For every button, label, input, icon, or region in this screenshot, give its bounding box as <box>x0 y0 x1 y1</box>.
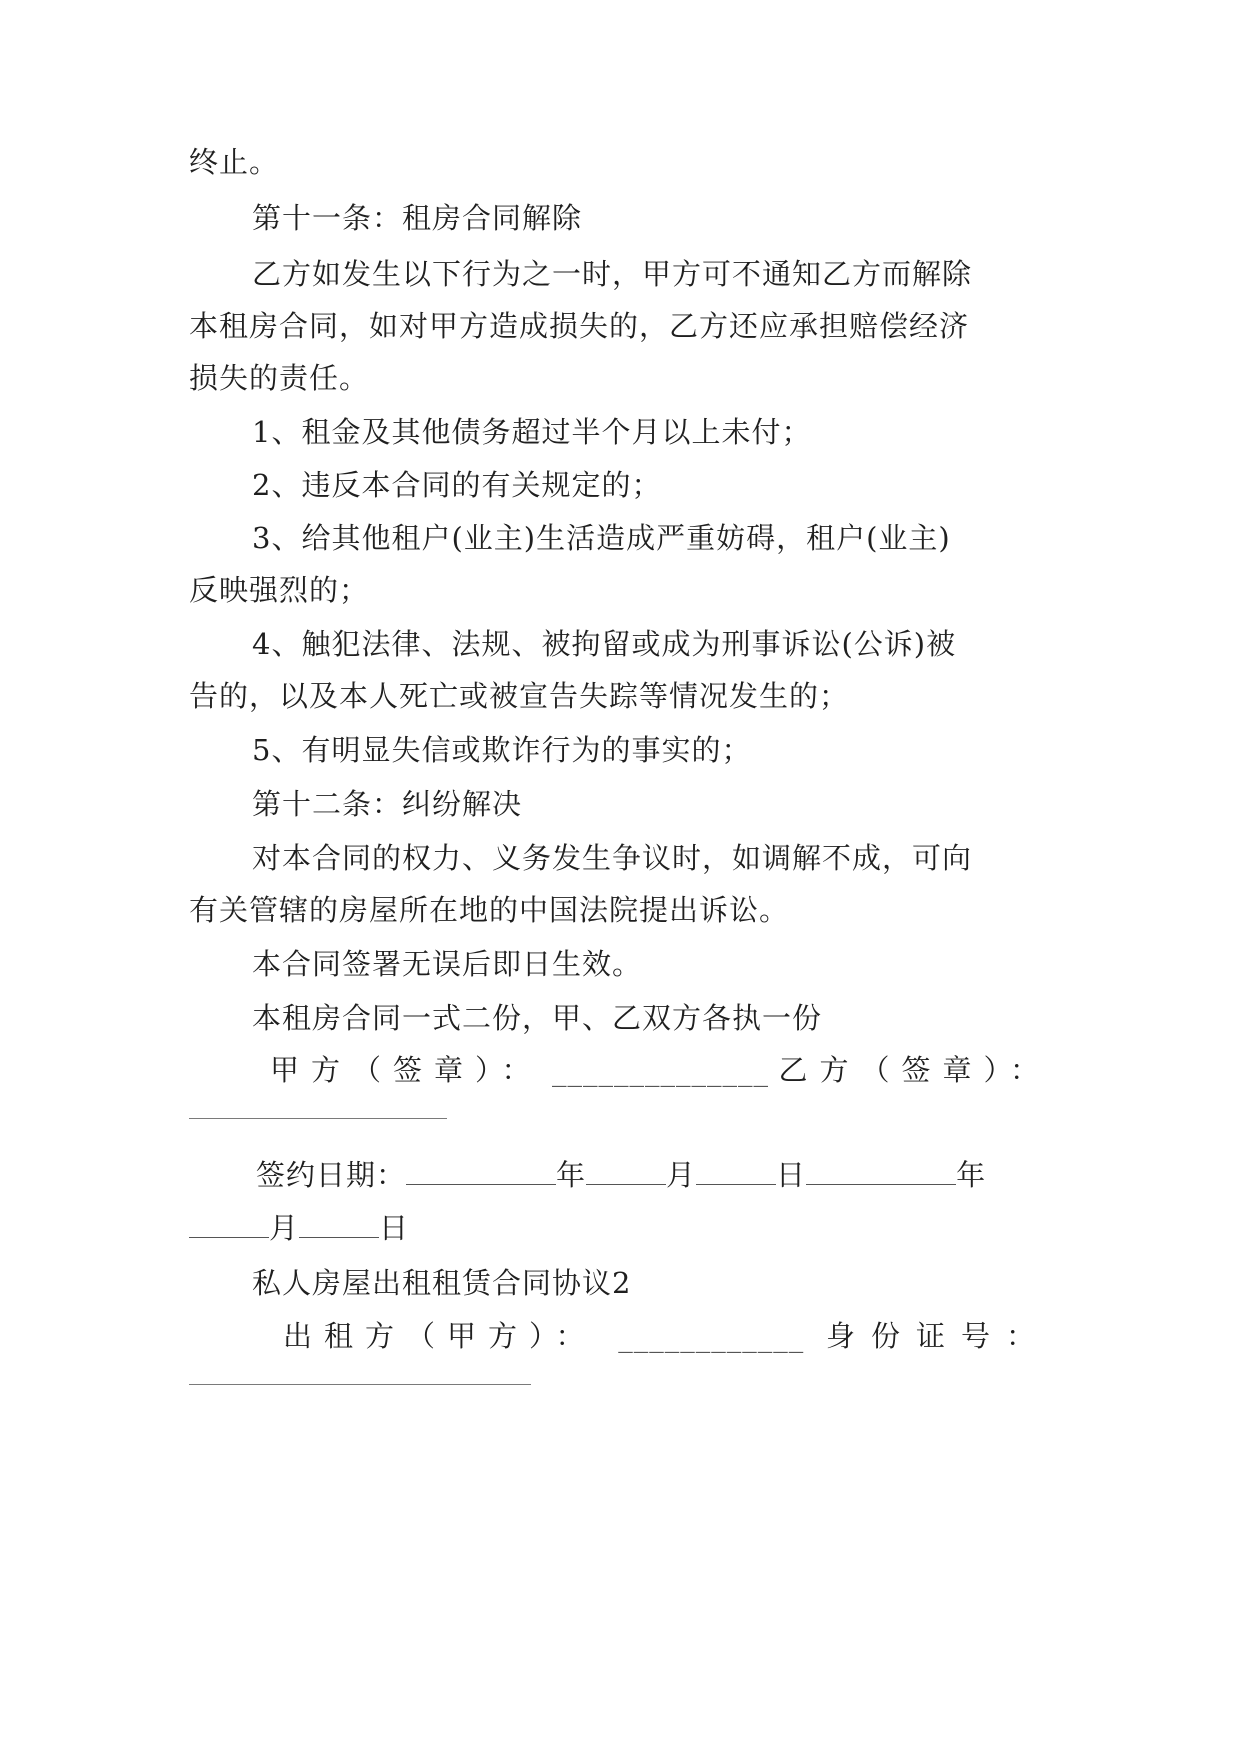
article-11-title: 第十一条：租房合同解除 <box>252 201 583 235</box>
party-b-day-char: 日 <box>379 1211 410 1245</box>
signing-date-label: 签约日期： <box>256 1158 407 1192</box>
signing-date-row <box>256 1155 1051 1195</box>
party-b-day-blank[interactable] <box>299 1211 379 1238</box>
effective-clause: 本合同签署无误后即日生效。 <box>252 947 643 981</box>
party-a-day-char: 日 <box>776 1158 807 1192</box>
article-12-body-line-2: 有关管辖的房屋所在地的中国法院提出诉讼。 <box>189 893 790 927</box>
party-b-month-blank[interactable] <box>189 1211 269 1238</box>
party-a-month-char: 月 <box>666 1158 697 1192</box>
clause-item-4-line-2: 告的，以及本人死亡或被宣告失踪等情况发生的； <box>189 679 850 713</box>
party-b-month-char: 月 <box>269 1211 300 1245</box>
contract-2-title: 私人房屋出租租赁合同协议2 <box>252 1266 632 1300</box>
party-a-month-blank[interactable] <box>586 1158 666 1185</box>
paragraph-end: 终止。 <box>189 145 280 179</box>
clause-item-5: 5、有明显失信或欺诈行为的事实的； <box>252 733 752 767</box>
signature-row <box>270 1050 1051 1090</box>
signing-date-row-2 <box>189 1208 1051 1248</box>
lessor-blank[interactable]: ____________ <box>618 1319 805 1353</box>
article-11-body-line-2: 本租房合同，如对甲方造成损失的，乙方还应承担赔偿经济 <box>189 309 970 343</box>
party-a-signature-label: 甲方（签章）： <box>270 1053 543 1087</box>
party-a-day-blank[interactable] <box>696 1158 776 1185</box>
clause-item-4-line-1: 4、触犯法律、法规、被拘留或成为刑事诉讼(公诉)被 <box>252 627 957 661</box>
party-a-signature-blank[interactable]: ______________ <box>552 1053 769 1087</box>
clause-item-2: 2、违反本合同的有关规定的； <box>252 468 662 502</box>
article-11-body-line-1: 乙方如发生以下行为之一时，甲方可不通知乙方而解除 <box>252 257 973 291</box>
clause-item-3-line-2: 反映强烈的； <box>189 573 370 607</box>
party-a-year-char: 年 <box>556 1158 587 1192</box>
id-number-blank[interactable] <box>189 1384 531 1385</box>
party-b-year-blank[interactable] <box>806 1158 956 1185</box>
id-number-label: 身份证号： <box>825 1319 1051 1353</box>
clause-item-3-line-1: 3、给其他租户(业主)生活造成严重妨碍，租户(业主) <box>252 521 951 555</box>
article-11-body-line-3: 损失的责任。 <box>189 361 370 395</box>
party-b-year-char: 年 <box>956 1158 987 1192</box>
party-a-year-blank[interactable] <box>406 1158 556 1185</box>
article-12-body-line-1: 对本合同的权力、义务发生争议时，如调解不成，可向 <box>252 841 973 875</box>
article-12-title: 第十二条：纠纷解决 <box>252 787 523 821</box>
party-b-signature-label: 乙方（签章）： <box>778 1053 1051 1087</box>
copies-clause: 本租房合同一式二份，甲、乙双方各执一份 <box>252 1001 823 1035</box>
lessor-label: 出租方（甲方）： <box>283 1319 597 1353</box>
clause-item-1: 1、租金及其他债务超过半个月以上未付； <box>252 415 812 449</box>
lessor-row <box>283 1316 1051 1356</box>
party-b-signature-blank[interactable] <box>189 1118 447 1119</box>
